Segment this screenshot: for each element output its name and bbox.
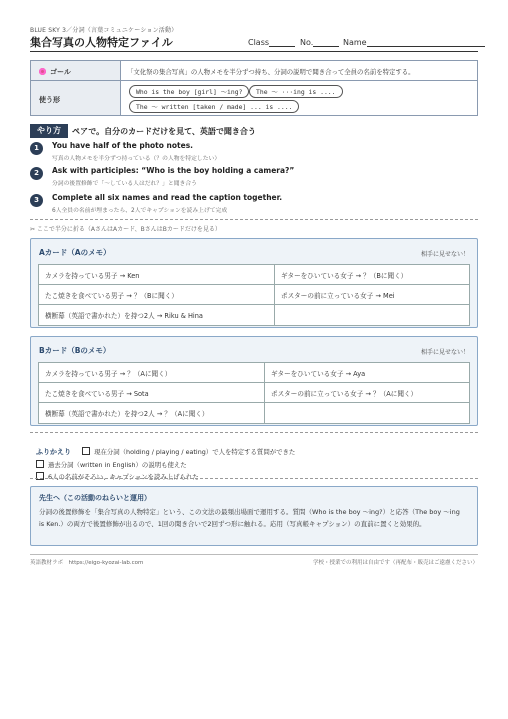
step-number: 2 bbox=[30, 167, 43, 180]
card-b-table bbox=[38, 362, 470, 424]
card-a-table bbox=[38, 264, 470, 326]
step-title: Ask with participles: “Who is the boy holding a camera?” bbox=[52, 166, 295, 175]
teacher-note bbox=[30, 486, 478, 546]
reflection-item: 現在分詞（holding / playing / eating）で人を特定する質問ができた bbox=[94, 448, 296, 456]
table-cell: たこ焼きを食べている男子 → ？（Bに聞く） bbox=[39, 285, 275, 305]
fold-line bbox=[30, 219, 478, 220]
name-label: Name bbox=[343, 38, 367, 47]
table-cell bbox=[265, 403, 469, 423]
step-number: 1 bbox=[30, 142, 43, 155]
class-field[interactable] bbox=[248, 37, 295, 47]
reflection-row bbox=[36, 464, 199, 483]
section-divider bbox=[30, 478, 478, 479]
table-cell: カメラを持っている男子 → Ken bbox=[39, 265, 275, 285]
fold-instruction: ✂ ここで半分に折る（AさんはAカード、BさんはBカードだけを見る） bbox=[30, 226, 221, 233]
table-cell: カメラを持っている男子 → ？（Aに聞く） bbox=[39, 363, 265, 383]
form-pill: The ～ written [taken / made] ... is .... bbox=[129, 100, 299, 113]
step-subtitle: 6人全員の名前が埋まったら、2人でキャプションを読み上げて完成 bbox=[52, 208, 228, 214]
footer-site: 英語教材ラボ https://eigo-kyozai-lab.com bbox=[30, 560, 144, 566]
method-text: ペアで。自分のカードだけを見て、英語で聞き合う bbox=[72, 127, 256, 136]
card-b-note: 相手に見せない！ bbox=[420, 349, 469, 356]
footer-usage-note: 学校・授業での利用は自由です（再配布・販売はご遠慮ください） bbox=[312, 560, 478, 566]
card-a bbox=[30, 238, 478, 328]
step-number: 3 bbox=[30, 194, 43, 207]
form-pill: The ～ ···ing is .... bbox=[249, 85, 343, 98]
footer-rule bbox=[30, 554, 478, 555]
reflection-item: 過去分詞（written in English）の説明も使えた bbox=[48, 461, 187, 469]
table-cell: ギターをひいている女子 → Aya bbox=[265, 363, 469, 383]
name-field[interactable] bbox=[343, 37, 485, 47]
page-title: 集合写真の人物特定ファイル bbox=[30, 36, 173, 49]
table-cell: 横断幕（英語で書かれた）を持つ2人 → Riku & Hina bbox=[39, 305, 275, 325]
table-cell: ギターをひいている女子 → ？（Bに聞く） bbox=[275, 265, 469, 285]
reflection-label: ふりかえり bbox=[36, 448, 71, 456]
table-cell: ポスターの前に立っている女子 → Mei bbox=[275, 285, 469, 305]
card-b bbox=[30, 336, 478, 426]
card-b-title: Bカード（Bのメモ） bbox=[39, 346, 111, 355]
method-badge: やり方 bbox=[30, 124, 68, 138]
table-cell: 横断幕（英語で書かれた）を持つ2人 → ？（Aに聞く） bbox=[39, 403, 265, 423]
table-cell: ポスターの前に立っている女子 → ？（Aに聞く） bbox=[265, 383, 469, 403]
teacher-note-title: 先生へ（この活動のねらいと運用） bbox=[39, 494, 151, 502]
table-cell bbox=[275, 305, 469, 325]
card-a-note: 相手に見せない！ bbox=[420, 251, 469, 258]
class-label: Class bbox=[248, 38, 270, 47]
goal-table bbox=[30, 60, 478, 116]
form-label: 使う形 bbox=[31, 81, 121, 115]
step-title: Complete all six names and read the caption together. bbox=[52, 193, 283, 202]
number-label: No. bbox=[300, 38, 314, 47]
form-pill: Who is the boy [girl] ～ing? bbox=[129, 85, 249, 98]
goal-text: 「文化祭の集合写真」の人物メモを半分ずつ持ち、分詞の説明で聞き合って全員の名前を特定する。 bbox=[121, 61, 477, 81]
step-subtitle: 分詞の後置修飾で「～している人はだれ？」と聞き合う bbox=[52, 181, 197, 187]
header-rule bbox=[30, 51, 478, 52]
reflection-item: 6人の名前がそろい、キャプションを読み上げられた bbox=[48, 473, 199, 481]
table-cell: たこ焼きを食べている男子 → Sota bbox=[39, 383, 265, 403]
step-title: You have half of the photo notes. bbox=[52, 141, 194, 150]
course-label: BLUE SKY 3／分詞（言葉コミュニケーション活動） bbox=[30, 27, 178, 34]
teacher-note-body: 分詞の後置修飾を「集合写真の人物特定」という、この文法の最頻出場面で運用する。質問（Who is the boy ～ing?）と応答（The boy ～ing is Ken.）の両方で後置修飾が出るので、1回の聞き合いで2回ずつ形に触れる。応用（写真帳キャプション）の直前に置くと効果的。 bbox=[39, 508, 460, 528]
step-subtitle: 写真の人物メモを半分ずつ持っている（？の人物を特定したい） bbox=[52, 156, 221, 162]
card-a-title: Aカード（Aのメモ） bbox=[39, 248, 111, 257]
number-field[interactable] bbox=[300, 37, 339, 47]
target-icon bbox=[39, 68, 46, 75]
section-divider bbox=[30, 432, 478, 433]
goal-label-cell: ゴール bbox=[31, 61, 121, 81]
